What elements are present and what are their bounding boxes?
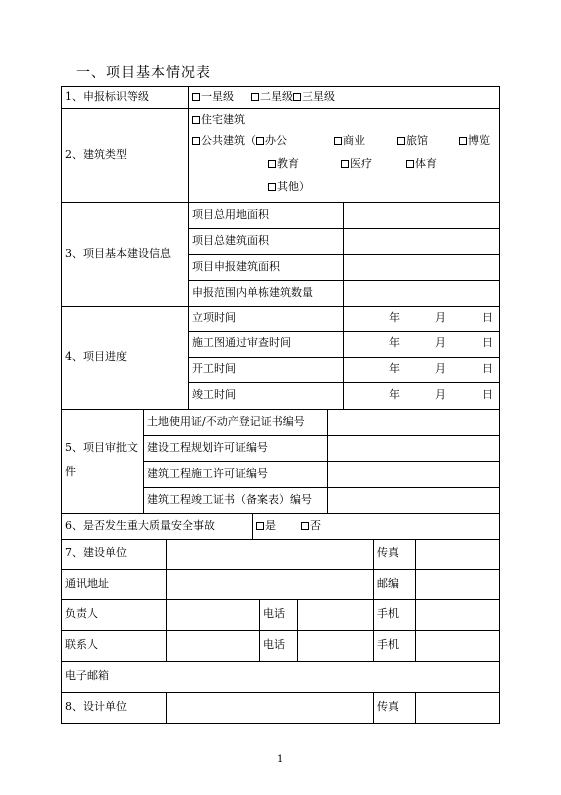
fax-label: 传真 — [377, 700, 399, 713]
checkbox-office[interactable] — [256, 137, 264, 145]
col-divider — [166, 539, 167, 661]
col-divider — [373, 692, 374, 724]
checkbox-residential[interactable] — [192, 116, 200, 124]
checkbox-sports[interactable] — [406, 160, 414, 168]
col-divider — [415, 539, 416, 661]
col-divider — [259, 599, 260, 661]
row-divider — [61, 692, 500, 693]
accident-options — [256, 519, 321, 532]
row-divider — [61, 513, 500, 514]
row-divider — [61, 661, 500, 662]
approval-documents-label-cont: 件 — [65, 465, 76, 478]
col-divider — [166, 692, 167, 724]
col-divider — [327, 409, 328, 513]
row-divider — [143, 487, 500, 488]
row-divider — [143, 435, 500, 436]
commerce-option — [334, 134, 365, 147]
year-label: 年 — [389, 388, 400, 401]
approval-documents-label: 5、项目审批文 — [65, 441, 138, 454]
row-divider — [61, 409, 500, 410]
col-divider — [373, 539, 374, 661]
checkbox-two-star[interactable] — [251, 93, 259, 101]
one-star-label: 一星级 — [201, 90, 234, 103]
leader-label: 负责人 — [65, 607, 98, 620]
month-label: 月 — [435, 388, 446, 401]
col-divider — [143, 409, 144, 513]
residential-label: 住宅建筑 — [201, 113, 245, 126]
safety-accident-label: 6、是否发生重大质量安全事故 — [65, 519, 215, 532]
col-divider — [188, 86, 189, 409]
two-star-label: 二星级 — [260, 90, 293, 103]
row-divider — [61, 202, 500, 203]
checkbox-commerce[interactable] — [334, 137, 342, 145]
building-count-label: 申报范围内单栋建筑数量 — [192, 286, 313, 299]
day-label: 日 — [482, 388, 493, 401]
certification-level-label: 1、申报标识等级 — [65, 90, 149, 103]
day-label: 日 — [482, 336, 493, 349]
expo-label: 博览 — [468, 134, 490, 147]
page-title: 一、项目基本情况表 — [76, 65, 211, 81]
month-label: 月 — [435, 362, 446, 375]
day-label: 日 — [482, 311, 493, 324]
row-divider — [61, 630, 500, 631]
row-divider — [143, 461, 500, 462]
total-building-area-label: 项目总建筑面积 — [192, 234, 269, 247]
checkbox-one-star[interactable] — [192, 93, 200, 101]
col-divider — [297, 599, 298, 661]
row-divider — [188, 357, 500, 358]
checkbox-public[interactable] — [192, 137, 200, 145]
row-divider — [188, 331, 500, 332]
project-progress-label: 4、项目进度 — [65, 350, 127, 363]
checkbox-other[interactable] — [268, 183, 276, 191]
email-label: 电子邮箱 — [65, 669, 109, 682]
three-star-label: 三星级 — [302, 90, 335, 103]
checkbox-no[interactable] — [301, 522, 309, 530]
land-certificate-label: 土地使用证/不动产登记证书编号 — [147, 415, 305, 428]
col-divider — [343, 202, 344, 409]
expo-option — [459, 134, 490, 147]
row-divider — [61, 569, 500, 570]
phone-label: 电话 — [263, 607, 285, 620]
medical-option — [341, 157, 372, 170]
office-label: 办公 — [265, 134, 287, 147]
address-label: 通讯地址 — [65, 577, 109, 590]
declared-building-area-label: 项目申报建筑面积 — [192, 260, 280, 273]
row-divider — [61, 306, 500, 307]
construction-info-label: 3、项目基本建设信息 — [65, 247, 171, 260]
yes-label: 是 — [265, 519, 276, 532]
year-label: 年 — [389, 362, 400, 375]
planning-permit-label: 建设工程规划许可证编号 — [147, 441, 268, 454]
row-divider — [61, 108, 500, 109]
row-divider — [61, 539, 500, 540]
drawing-review-time-label: 施工图通过审查时间 — [192, 336, 291, 349]
checkbox-education[interactable] — [268, 160, 276, 168]
checkbox-medical[interactable] — [341, 160, 349, 168]
no-label: 否 — [310, 519, 321, 532]
hotel-option — [397, 134, 428, 147]
phone-label: 电话 — [263, 638, 285, 651]
education-option — [268, 157, 299, 170]
start-time-label: 开工时间 — [192, 362, 236, 375]
row-divider — [188, 382, 500, 383]
checkbox-expo[interactable] — [459, 137, 467, 145]
education-label: 教育 — [277, 157, 299, 170]
mobile-label: 手机 — [377, 607, 399, 620]
public-label: 公共建筑（ — [201, 134, 256, 147]
residential-option — [192, 113, 245, 126]
commerce-label: 商业 — [343, 134, 365, 147]
checkbox-yes[interactable] — [256, 522, 264, 530]
completion-time-label: 竣工时间 — [192, 388, 236, 401]
row-divider — [188, 228, 500, 229]
checkbox-hotel[interactable] — [397, 137, 405, 145]
postcode-label: 邮编 — [377, 577, 399, 590]
contact-label: 联系人 — [65, 638, 98, 651]
total-land-area-label: 项目总用地面积 — [192, 208, 269, 221]
sports-label: 体育 — [415, 157, 437, 170]
month-label: 月 — [435, 336, 446, 349]
row-divider — [61, 599, 500, 600]
public-building-option — [192, 134, 287, 147]
construction-permit-label: 建筑工程施工许可证编号 — [147, 467, 268, 480]
mobile-label: 手机 — [377, 638, 399, 651]
design-unit-label: 8、设计单位 — [65, 700, 127, 713]
row-divider — [188, 254, 500, 255]
level-options — [192, 90, 335, 103]
col-divider — [415, 692, 416, 724]
construction-unit-label: 7、建设单位 — [65, 546, 127, 559]
other-label: 其他） — [277, 180, 310, 193]
approval-time-label: 立项时间 — [192, 311, 236, 324]
row-divider — [188, 280, 500, 281]
day-label: 日 — [482, 362, 493, 375]
sports-option — [406, 157, 437, 170]
completion-certificate-label: 建筑工程竣工证书（备案表）编号 — [147, 493, 312, 506]
fax-label: 传真 — [377, 546, 399, 559]
page-number: 1 — [277, 754, 284, 765]
year-label: 年 — [389, 311, 400, 324]
year-label: 年 — [389, 336, 400, 349]
other-option — [268, 180, 310, 193]
month-label: 月 — [435, 311, 446, 324]
medical-label: 医疗 — [350, 157, 372, 170]
col-divider — [252, 513, 253, 539]
checkbox-three-star[interactable] — [293, 93, 301, 101]
hotel-label: 旅馆 — [406, 134, 428, 147]
building-type-label: 2、建筑类型 — [65, 148, 127, 161]
